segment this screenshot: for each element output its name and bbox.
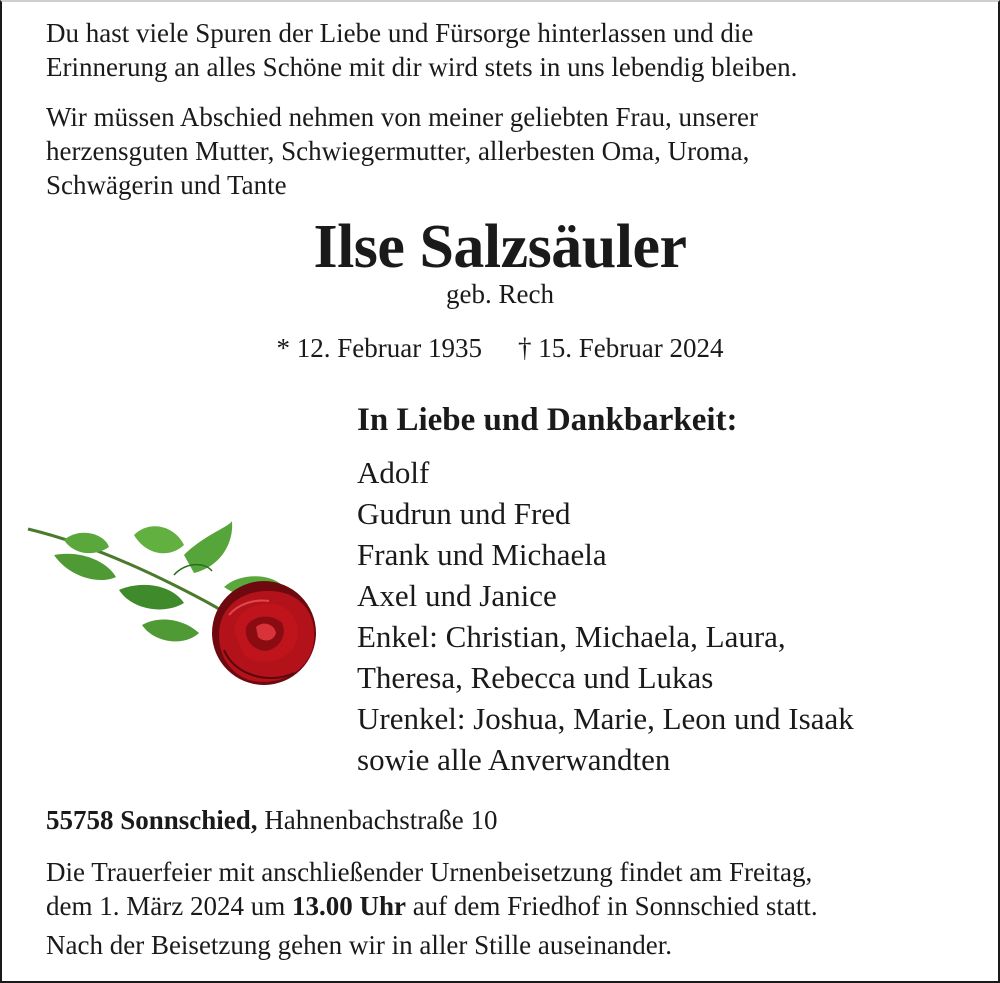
farewell-line: herzensguten Mutter, Schwiegermutter, allerbesten Oma, Uroma, [46, 136, 750, 166]
mourner-line: Adolf [357, 455, 430, 490]
ceremony-place: auf dem Friedhof in Sonnschied statt. [405, 891, 818, 921]
ceremony-date: dem 1. März 2024 um [46, 891, 292, 921]
mourner-line: Gudrun und Fred [357, 496, 571, 531]
mourner-line: Frank und Michaela [357, 537, 607, 572]
birth-name: geb. Rech [446, 279, 554, 309]
mourner-line: Axel und Janice [357, 578, 557, 613]
birth-date: * 12. Februar 1935 [276, 333, 482, 363]
farewell-line: Wir müssen Abschied nehmen von meiner geliebten Frau, unserer [46, 102, 758, 132]
mourner-line: Enkel: Christian, Michaela, Laura, [357, 619, 786, 654]
ceremony-line: Die Trauerfeier mit anschließender Urnenbeisetzung findet am Freitag, [46, 857, 813, 887]
deceased-name: Ilse Salzsäuler [313, 213, 687, 281]
death-date: † 15. Februar 2024 [518, 333, 724, 363]
farewell-line: Schwägerin und Tante [46, 170, 287, 200]
intro-line: Du hast viele Spuren der Liebe und Fürsorge hinterlassen und die [46, 18, 754, 48]
farewell-text [46, 100, 758, 202]
mourners-list [357, 452, 854, 780]
rose-bloom [212, 581, 316, 685]
intro-text [46, 16, 797, 84]
mourners-heading: In Liebe und Dankbarkeit: [357, 402, 738, 438]
family-address [46, 803, 497, 837]
address-street: Hahnenbachstraße 10 [257, 805, 498, 835]
address-town: 55758 Sonnschied, [46, 805, 258, 835]
ceremony-time: 13.00 Uhr [291, 891, 406, 921]
mourner-line: Urenkel: Joshua, Marie, Leon und Isaak [357, 701, 854, 736]
intro-line: Erinnerung an alles Schöne mit dir wird stets in uns lebendig bleiben. [46, 52, 798, 82]
mourner-line: sowie alle Anverwandten [357, 742, 671, 777]
ceremony-info [46, 855, 818, 923]
ceremony-line [46, 889, 818, 923]
life-dates [0, 331, 1000, 365]
rose-illustration [24, 515, 324, 695]
mourner-line: Theresa, Rebecca und Lukas [357, 660, 714, 695]
closing-text: Nach der Beisetzung gehen wir in aller Stille auseinander. [46, 930, 673, 960]
